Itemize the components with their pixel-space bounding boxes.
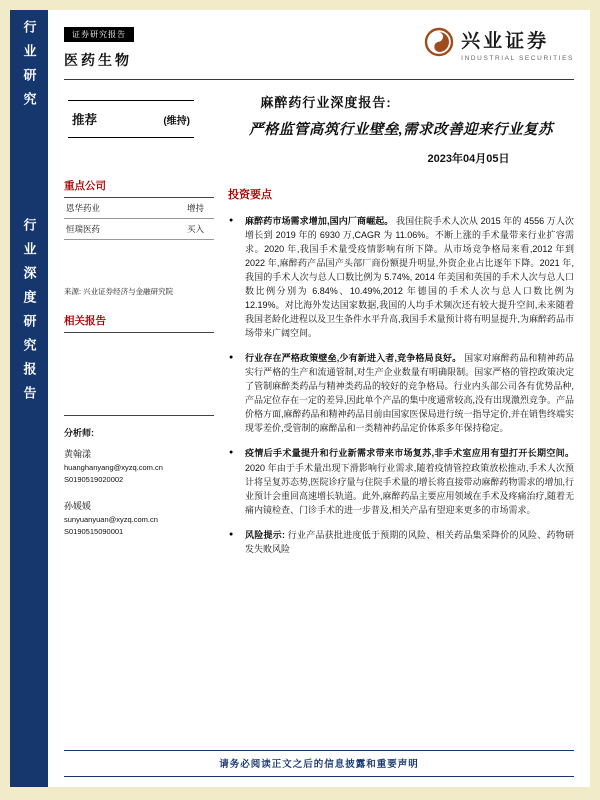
company-name: 恒瑞医药 [64, 219, 149, 240]
source-note: 来源: 兴业证券经济与金融研究院 [64, 287, 174, 296]
bullet-item [228, 214, 574, 340]
bullet-lead: 疫情后手术量提升和行业新需求带来市场复苏,非手术室应用有望打开长期空间。 [245, 448, 574, 459]
brand-block [424, 26, 574, 62]
brand-text [461, 26, 574, 62]
bullet-item [228, 446, 574, 516]
bullet-marker: ● [229, 530, 234, 538]
bullet-lead: 风险提示: [245, 529, 285, 540]
report-sheet [48, 10, 590, 787]
brand-name-cn: 兴业证券 [461, 31, 550, 52]
analyst-entry [64, 447, 214, 484]
investment-points-heading: 投资要点 [228, 189, 272, 201]
bullet-text: 我国住院手术人次从 2015 年的 4556 万人次增长到 2019 年的 6930 万,CAGR 为 11.06%。不断上涨的手术量带来行业扩容需求。2020 年,我国手术量受疫情影响有所下降。从市场竞争格局来看,2012 年到 2022 年,麻醉药产品国产头部厂商份额提升明显,外资企业占比逐年下降。2021 年,我国的手术人次与总人口数比例为 5.74%, 2014 年美国和英国的手术人次与总人口数比例分别为 6.84%、10.49%,2012 年德国的手术人次与总人口数比例为 12.19%。对比海外发达国家数据,我国的人均手术频次还有较大提升空间,未来随着我国老龄化进程以及卫生条件水平升高,我国手术量预计将有明显提升,为麻醉药品市场带来广阔空间。 [245, 216, 575, 339]
bullet-marker: ● [229, 217, 234, 224]
analyst-entry [64, 499, 214, 536]
analyst-cert-id: S0190519020002 [64, 475, 124, 484]
analyst-email: sunyuanyuan@xyzq.com.cn [64, 515, 158, 524]
key-companies-table [64, 198, 214, 240]
sidebar-category-label: 行业研究 [21, 20, 37, 116]
report-header [64, 24, 574, 70]
main-column [228, 84, 574, 750]
left-column [64, 84, 214, 750]
bullet-text: 国家对麻醉药品和精神药品实行严格的生产和流通管制,对生产企业数量有明确限制。国家严格的管控政策决定了管制麻醉类药品与精神类药品的较好的竞争格局。行业内头部公司各有优势品种,产品定位存在一定的差异,因此单个产品的集中度通常较高,没有出现激烈竞争。产品价格方面,麻醉药品和精神药品目前由国家医保局进行统一指导定价,并在销售终端实现零差价,受管制的麻醉品和一类精神药品定价体系多年保持稳定。 [245, 353, 575, 434]
header-left [64, 24, 134, 70]
report-date: 2023年04月05日 [427, 153, 510, 165]
analyst-cert-id: S0190515090001 [64, 527, 124, 536]
report-title-line1: 麻醉药行业深度报告: [260, 95, 392, 110]
bullet-lead: 行业存在严格政策壁垒,少有新进入者,竞争格局良好。 [245, 353, 462, 364]
bullet-item [228, 351, 574, 435]
disclaimer-text: 请务必阅读正文之后的信息披露和重要声明 [64, 750, 574, 777]
company-name: 恩华药业 [64, 198, 149, 219]
report-type-badge: 证券研究报告 [64, 27, 134, 42]
bullet-marker: ● [229, 354, 234, 362]
industrial-securities-logo-icon [424, 27, 454, 62]
company-row [64, 198, 214, 219]
analysts-section [64, 415, 214, 536]
header-divider [64, 79, 574, 80]
bullet-text: 2020 年由于手术量出现下滑影响行业需求,随着疫情管控政策放松推动,手术人次预计将呈复苏态势,医院诊疗量与住院手术量的增长将直接带动麻醉药物需求的增加,行业预计会重回高速增长轨道。此外,麻醉药品主要应用领域在手术及疼痛治疗,随着无痛内镜检查、门诊手术的进一步普及,相关产品有望迎来更多的市场需求。 [245, 462, 575, 515]
rating-label: 推荐 [72, 113, 98, 127]
bullet-marker: ● [229, 449, 234, 457]
company-row [64, 219, 214, 240]
bullet-text: 行业产品获批进度低于预期的风险、相关药品集采降价的风险、药物研发失败风险 [245, 529, 574, 554]
analyst-email: huanghanyang@xyzq.com.cn [64, 463, 163, 472]
analysts-heading: 分析师: [64, 428, 94, 438]
left-sidebar [10, 10, 48, 787]
company-rating: 增持 [149, 198, 214, 219]
brand-name-en: INDUSTRIAL SECURITIES [461, 55, 574, 62]
related-reports-heading: 相关报告 [64, 313, 214, 333]
rating-box [68, 100, 194, 138]
bullet-item [228, 528, 574, 556]
analyst-name: 黄翰漾 [64, 449, 92, 459]
analyst-name: 孙媛媛 [64, 501, 92, 511]
company-rating: 买入 [149, 219, 214, 240]
sidebar-report-type-label: 行业深度研究报告 [21, 218, 37, 410]
title-block [228, 92, 574, 166]
report-title-line2: 严格监管高筑行业壁垒,需求改善迎来行业复苏 [248, 122, 554, 138]
page-footer [64, 750, 574, 777]
rating-status: (维持) [163, 116, 190, 127]
key-companies-heading: 重点公司 [64, 178, 214, 198]
investment-points-list [228, 214, 574, 556]
industry-label: 医药生物 [64, 52, 132, 68]
bullet-lead: 麻醉药市场需求增加,国内厂商崛起。 [245, 216, 394, 226]
